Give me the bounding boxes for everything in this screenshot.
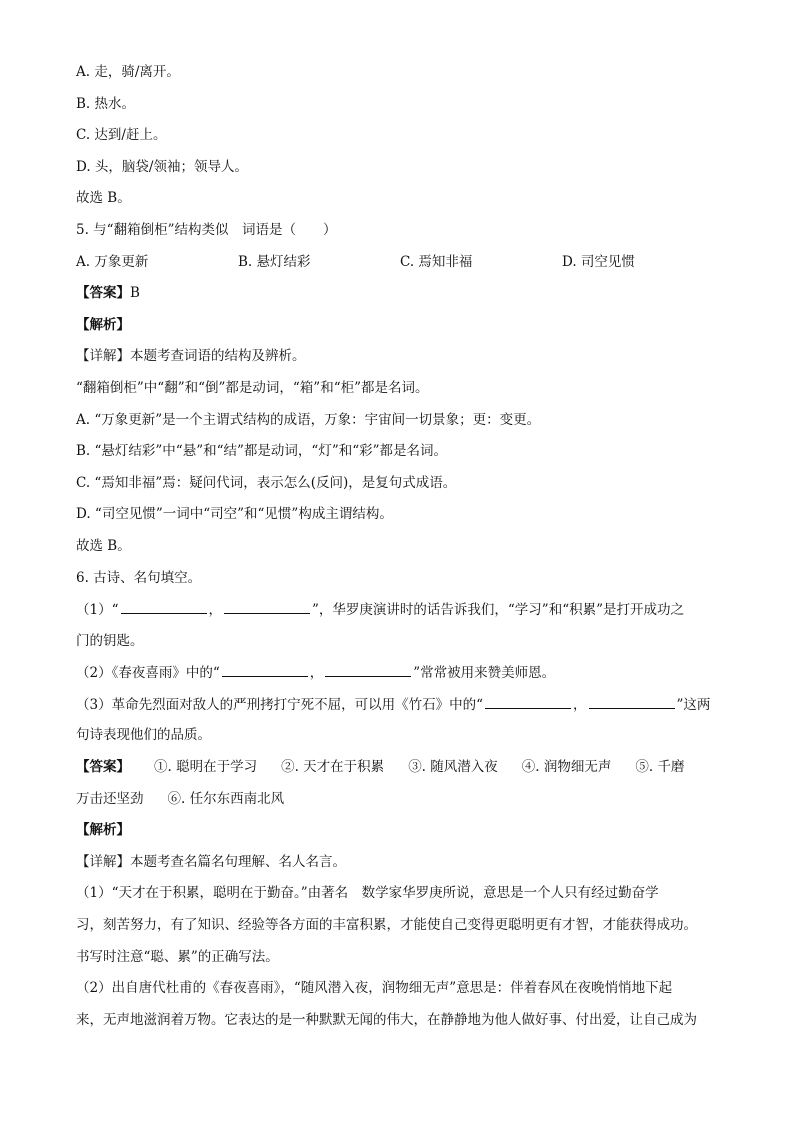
text-line: D. “司空见惯”一词中“司空”和“见惯”构成主谓结构。 bbox=[76, 506, 393, 523]
question-5: 5. 与“翻箱倒柜”结构类似 词语是（ ） bbox=[76, 221, 337, 238]
document-page bbox=[76, 62, 726, 1041]
text-line: 句诗表现他们的品质。 bbox=[76, 727, 211, 744]
text-line: 【详解】本题考查名篇名句理解、名人名言。 bbox=[76, 853, 346, 870]
text-line: 【详解】本题考查词语的结构及辨析。 bbox=[76, 348, 306, 365]
analysis-label: 【解析】 bbox=[76, 822, 130, 839]
question-5-options bbox=[76, 252, 726, 284]
answer-label: 【答案】 bbox=[76, 759, 130, 776]
answer-5 bbox=[76, 283, 726, 315]
answer-item: ③. 随风潜入夜 bbox=[408, 759, 498, 776]
text-fragment: （1）“ bbox=[76, 602, 119, 619]
text-line: 故选 B。 bbox=[76, 537, 131, 554]
answer-value: B bbox=[130, 285, 140, 302]
text-line: A. “万象更新”是一个主谓式结构的成语，万象：宇宙间一切景象；更：变更。 bbox=[76, 411, 541, 428]
text-fragment: ， bbox=[573, 696, 587, 713]
answer-item: ①. 聪明在于学习 bbox=[154, 759, 258, 776]
text-line: 来，无声地滋润着万物。它表达的是一种默默无闻的伟大，在静静地为他人做好事、付出爱，让自己成为 bbox=[76, 1011, 697, 1028]
question-6-2 bbox=[76, 662, 726, 694]
fill-blank bbox=[224, 599, 310, 614]
fill-blank bbox=[485, 694, 571, 709]
answer-item: ②. 天才在于积累 bbox=[281, 759, 385, 776]
analysis-label: 【解析】 bbox=[76, 316, 130, 333]
option-a: A. 万象更新 bbox=[76, 253, 149, 270]
text-line: 门的钥匙。 bbox=[76, 632, 144, 649]
text-line: （2）出自唐代杜甫的《春夜喜雨》，“随风潜入夜，润物细无声”意思是：伴着春风在夜晚悄悄地下起 bbox=[76, 980, 673, 997]
fill-blank bbox=[589, 694, 675, 709]
answer-item: 万击还坚劲 bbox=[76, 790, 144, 807]
answer-item: ⑥. 任尔东西南北风 bbox=[167, 790, 285, 807]
text-line: C. 达到/赶上。 bbox=[76, 127, 167, 144]
text-fragment: （3）革命先烈面对敌人的严刑拷打宁死不屈，可以用《竹石》中的“ bbox=[76, 696, 483, 713]
option-b: B. 悬灯结彩 bbox=[238, 253, 311, 270]
text-line: （1）“天才在于积累，聪明在于勤奋。”由著名 数学家华罗庚所说，意思是一个人只有经过勤奋学 bbox=[76, 885, 659, 902]
text-line: B. 热水。 bbox=[76, 95, 136, 112]
text-fragment: ”常常被用来赞美师恩。 bbox=[413, 665, 556, 682]
question-6-1 bbox=[76, 599, 726, 631]
text-line: D. 头，脑袋/领袖；领导人。 bbox=[76, 158, 248, 175]
text-fragment: （2）《春夜喜雨》中的“ bbox=[76, 665, 220, 682]
fill-blank bbox=[222, 662, 308, 677]
answer-label: 【答案】 bbox=[76, 285, 130, 302]
text-line: 书写时注意“聪、累”的正确写法。 bbox=[76, 948, 279, 965]
text-line: “翻箱倒柜”中“翻”和“倒”都是动词，“箱”和“柜”都是名词。 bbox=[76, 379, 429, 396]
text-fragment: ， bbox=[208, 602, 222, 619]
answer-6 bbox=[76, 757, 726, 789]
option-c: C. 焉知非福 bbox=[400, 253, 473, 270]
text-line: A. 走，骑/离开。 bbox=[76, 64, 180, 80]
question-6-3 bbox=[76, 694, 726, 726]
answer-item: ⑤. 千磨 bbox=[635, 759, 685, 776]
text-line: C. “焉知非福”焉：疑问代词，表示怎么(反问)，是复句式成语。 bbox=[76, 474, 457, 491]
answer-item: ④. 润物细无声 bbox=[521, 759, 612, 776]
answer-6-continued bbox=[76, 789, 726, 821]
question-6: 6. 古诗、名句填空。 bbox=[76, 569, 202, 586]
text-fragment: ， bbox=[309, 665, 324, 682]
option-d: D. 司空见惯 bbox=[562, 253, 635, 270]
text-line: B. “悬灯结彩”中“悬”和“结”都是动词，“灯”和“彩”都是名词。 bbox=[76, 443, 448, 460]
fill-blank bbox=[121, 599, 207, 614]
text-line: 习，刻苦努力，有了知识、经验等各方面的丰富积累，才能使自己变得更聪明更有才智，才能获得成功。 bbox=[76, 917, 697, 934]
text-fragment: ”，华罗庚演讲时的话告诉我们，“学习”和“积累”是打开成功之 bbox=[312, 602, 685, 619]
text-fragment: ”这两 bbox=[676, 696, 711, 713]
fill-blank bbox=[325, 662, 411, 677]
text-line: 故选 B。 bbox=[76, 190, 131, 207]
